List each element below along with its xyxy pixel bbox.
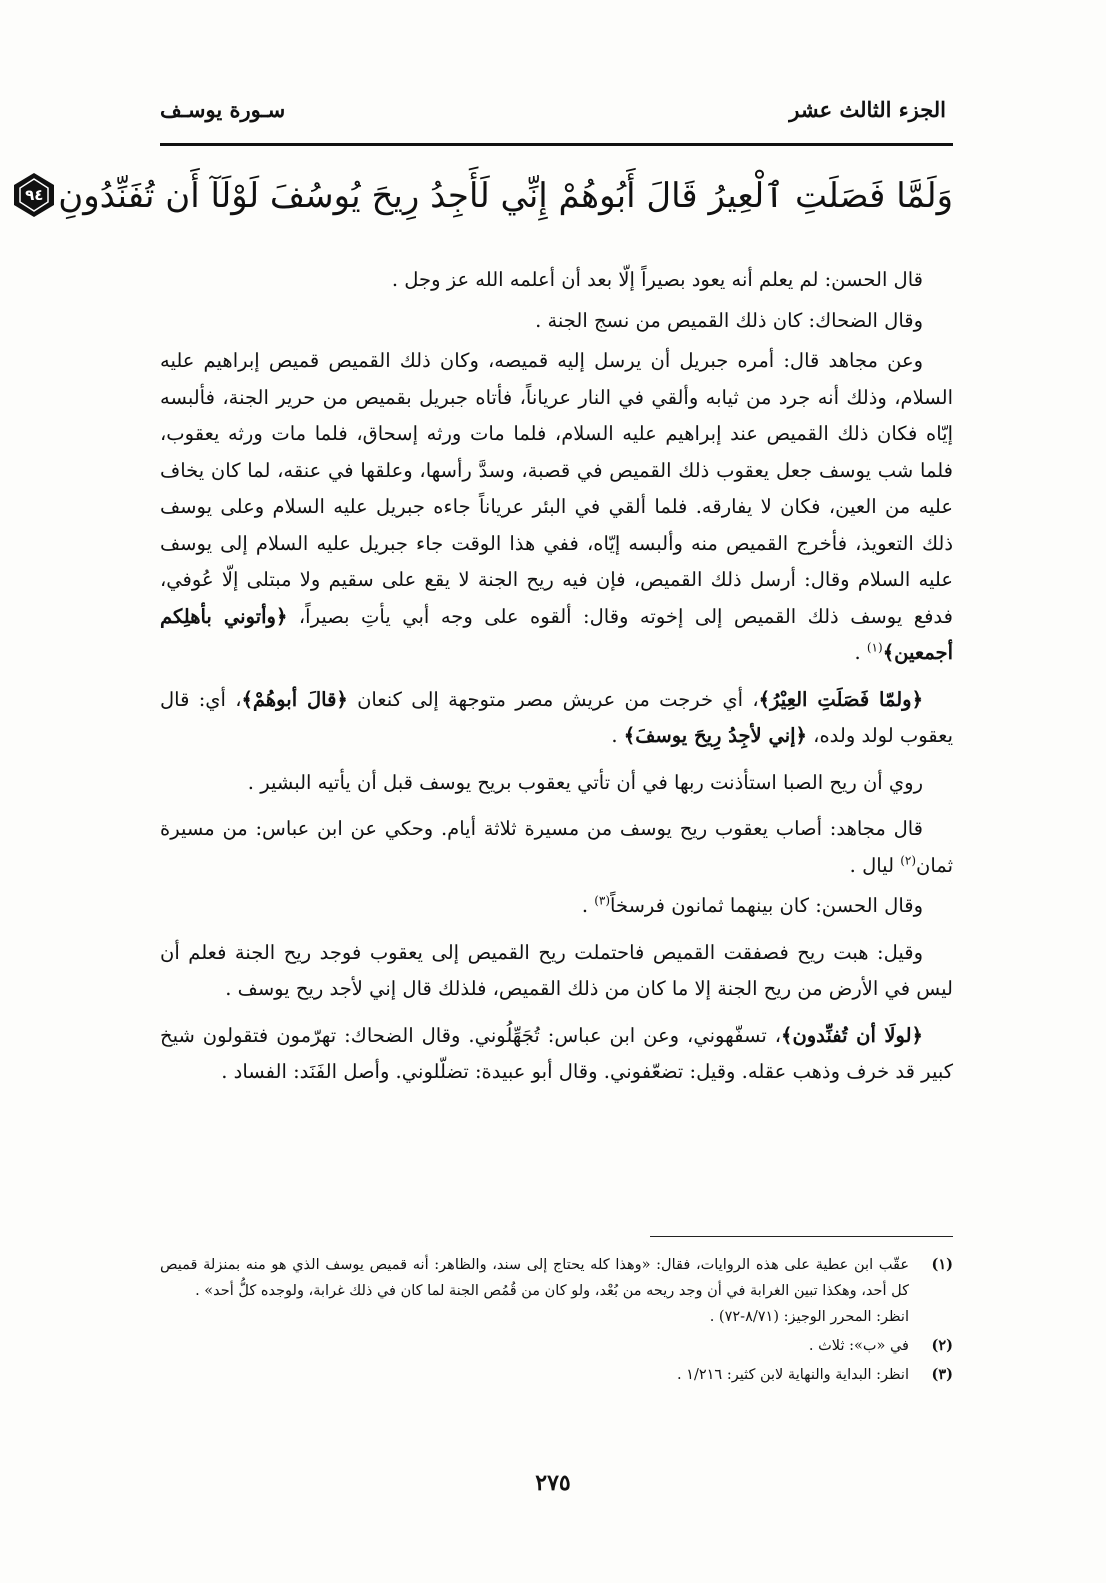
header-rule — [160, 143, 953, 146]
page-number: ٢٧٥ — [535, 1470, 571, 1496]
footnote-number: (٢) — [931, 1337, 953, 1354]
ayah-number: ٩٤ — [25, 186, 44, 204]
footnote — [160, 1252, 953, 1330]
paragraph: وقال الحسن: كان بينهما ثمانون فرسخاً$^{(٣)}$ . — [581, 893, 923, 917]
footnote-text: في «ب»: ثلاث . — [808, 1338, 909, 1354]
commentary-body — [160, 262, 953, 1095]
paragraph: قال مجاهد: أصاب يعقوب ريح يوسف من مسيرة ثلاثة أيام. وحكي عن ابن عباس: من مسيرة ثمان$^{(٢)}$ ليال . — [160, 817, 953, 877]
paragraph: قال الحسن: لم يعلم أنه يعود بصيراً إلّا بعد أن أعلمه الله عز وجل . — [391, 268, 923, 291]
footnote-text: انظر: البداية والنهاية لابن كثير: ١/٢١٦ . — [676, 1367, 909, 1383]
footnote-separator — [650, 1236, 953, 1237]
footnote — [160, 1333, 953, 1359]
verse-text: وَلَمَّا فَصَلَتِ ٱلْعِيرُ قَالَ أَبُوهُمْ إِنِّي لَأَجِدُ رِيحَ يُوسُفَ لَوْلَآ أَن تُفَنِّدُونِ — [58, 175, 953, 216]
quran-quote: ﴿وأتوني بأهلِكم أجمعين﴾ — [160, 604, 953, 664]
footnote-ref[interactable]: (٢) — [900, 853, 917, 867]
quran-quote: ﴿ولمّا فَصَلَتِ العِيْرُ﴾ — [758, 687, 923, 711]
footnote-number: (١) — [931, 1256, 953, 1273]
footnote-ref[interactable]: (١) — [866, 640, 883, 655]
paragraph: وعن مجاهد قال: أمره جبريل أن يرسل إليه قميصه، وكان ذلك القميص قميص إبراهيم عليه السلام، وذلك أنه جرد من ثيابه وألقي في النار عرياناً، فأتاه جبريل بقميص من حرير الجنة، فألبسه إيّاه فكان ذلك القميص عند إبراهيم عليه السلام، فلما مات ورثه إسحاق، فلما مات ورثه يعقوب، فلما شب يوسف جعل يعقوب ذلك القميص في قصبة، وسدَّ رأسها، وعلقها في عنقه، لما كان يخاف عليه من العين، فكان لا يفارقه. فلما ألقي في البئر عرياناً جاءه جبريل عليه السلام وعلى يوسف ذلك التعويذ، فأخرج القميص منه وألبسه إيّاه، ففي هذا الوقت جاء جبريل عليه السلام إلى يوسف عليه السلام وقال: أرسل ذلك القميص، فإن فيه ريح الجنة لا يقع على سقيم ولا مبتلى إلّا عُوفي، فدفع يوسف ذلك القميص إلى إخوته وقال: ألقوه على وجه أبي يأتِ بصيراً، ﴿وأتوني بأهلِكم أجمعين﴾$^{(١)}$ . — [160, 349, 953, 664]
paragraph: وقيل: هبت ريح فصفقت القميص فاحتملت ريح القميص إلى يعقوب فوجد ريح الجنة فعلم أن ليس في الأرض من ريح الجنة إلا ما كان من ذلك القميص، فلذلك قال إني لأجد ريح يوسف . — [160, 940, 953, 1000]
footnote-reference: انظر: المحرر الوجيز: (٨/٧١-٧٢) . — [709, 1309, 909, 1325]
footnote-ref[interactable]: (٣) — [594, 893, 611, 908]
footnote-number: (٣) — [931, 1366, 953, 1383]
running-header — [160, 92, 946, 126]
footnotes — [160, 1252, 953, 1391]
quran-quote: ﴿قالَ أبوهُمْ﴾ — [241, 687, 348, 711]
surah-title: سـورة يوسـف — [160, 96, 286, 122]
footnote-text: عقّب ابن عطية على هذه الروايات، فقال: «وهذا كله يحتاج إلى سند، والظاهر: أنه قميص يوسف الذي هو منه بمنزلة قميص كل أحد، وهكذا تبين الغرابة في أن وجد ريحه من بُعْد، ولو كان من قُمُص الجنة لما كان في ذلك غرابة، ولوجده كلُّ أحد» . — [160, 1257, 909, 1299]
quran-verse — [25, 160, 953, 230]
paragraph: ﴿لولَا أن تُفنِّدون﴾، تسفّهوني، وعن ابن عباس: تُجَهِّلُوني. وقال الضحاك: تهرّمون فتقولون شيخ كبير قد خرف وذهب عقله. وقيل: تضعّفوني. وقال أبو عبيدة: تضلّلوني. وأصل الفَنَد: الفساد . — [160, 1023, 953, 1083]
paragraph: روي أن ريح الصبا استأذنت ربها في أن تأتي يعقوب بريح يوسف قبل أن يأتيه البشير . — [247, 770, 923, 794]
ayah-number-marker — [10, 171, 58, 219]
part-title: الجزء الثالث عشر — [789, 96, 946, 122]
quran-quote: ﴿لولَا أن تُفنِّدون﴾ — [781, 1023, 923, 1047]
paragraph: ﴿ولمّا فَصَلَتِ العِيْرُ﴾، أي خرجت من عريش مصر متوجهة إلى كنعان ﴿قالَ أبوهُمْ﴾، أي: قال يعقوب لولد ولده، ﴿إني لأجِدُ رِيحَ يوسفَ﴾ . — [160, 687, 953, 747]
footnote — [160, 1362, 953, 1388]
quran-quote: ﴿إني لأجِدُ رِيحَ يوسفَ﴾ — [623, 724, 807, 747]
paragraph: وقال الضحاك: كان ذلك القميص من نسج الجنة . — [535, 308, 923, 332]
